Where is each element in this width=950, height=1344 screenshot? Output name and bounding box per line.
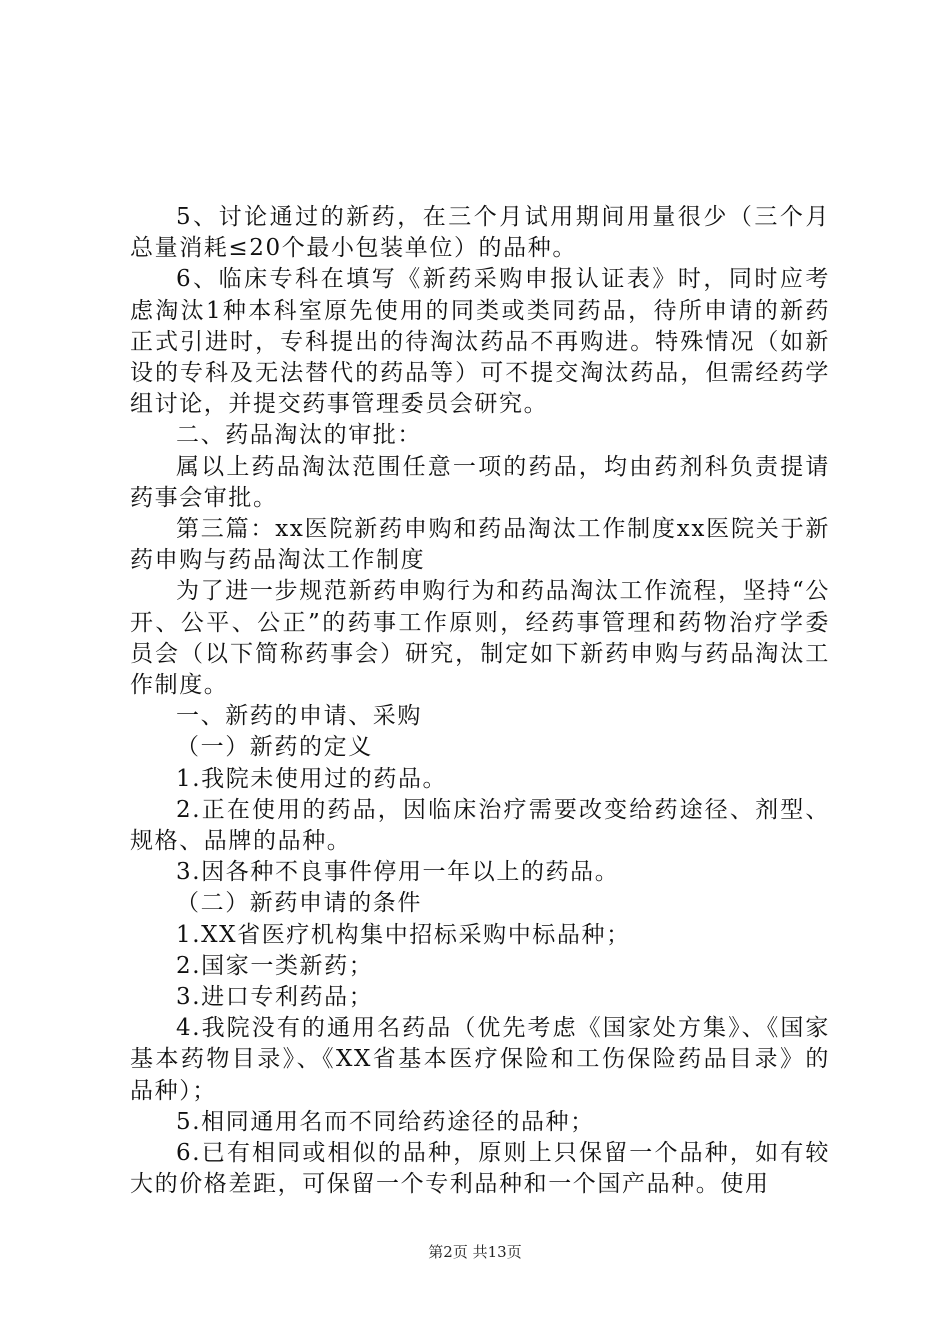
- paragraph-approval-body: 属以上药品淘汰范围任意一项的药品，均由药剂科负责提请药事会审批。: [130, 453, 830, 511]
- section-heading-approval: 二、药品淘汰的审批：: [176, 422, 422, 449]
- subheading-definition: （一）新药的定义: [176, 734, 373, 761]
- list-item-condition-2: 2.国家一类新药；: [176, 952, 374, 979]
- list-item-condition-1: 1.XX省医疗机构集中招标采购中标品种；: [176, 921, 631, 948]
- chapter-title-part3: 第三篇：xx医院新药申购和药品淘汰工作制度xx医院关于新药申购与药品淘汰工作制度: [130, 516, 830, 574]
- section-heading-application: 一、新药的申请、采购: [176, 703, 422, 730]
- list-item-definition-3: 3.因各种不良事件停用一年以上的药品。: [176, 859, 620, 886]
- list-item-condition-6: 6.已有相同或相似的品种，原则上只保留一个品种，如有较大的价格差距，可保留一个专利品种和一个国产品种。使用: [130, 1140, 830, 1198]
- list-item-condition-4: 4.我院没有的通用名药品（优先考虑《国家处方集》、《国家基本药物目录》、《XX省基本医疗保险和工伤保险药品目录》的品种）；: [130, 1015, 830, 1104]
- paragraph-item5: 5、讨论通过的新药，在三个月试用期间用量很少（三个月总量消耗≤20个最小包装单位）的品种。: [130, 204, 830, 262]
- list-item-definition-2: 2.正在使用的药品，因临床治疗需要改变给药途径、剂型、规格、品牌的品种。: [130, 796, 830, 855]
- list-item-condition-3: 3.进口专利药品；: [176, 984, 374, 1011]
- list-item-condition-5: 5.相同通用名而不同给药途径的品种；: [176, 1108, 595, 1135]
- paragraph-item6: 6、临床专科在填写《新药采购申报认证表》时，同时应考虑淘汰1种本科室原先使用的同类或类同药品，待所申请的新药正式引进时，专科提出的待淘汰药品不再购进。特殊情况（如新设的专科及无法替代的药品等）可不提交淘汰药品，但需经药学组讨论，并提交药事管理委员会研究。: [130, 266, 830, 418]
- paragraph-intro: 为了进一步规范新药申购行为和药品淘汰工作流程，坚持“公开、公平、公正”的药事工作原则，经药事管理和药物治疗学委员会（以下简称药事会）研究，制定如下新药申购与药品淘汰工作制度。: [130, 578, 830, 699]
- subheading-conditions: （二）新药申请的条件: [176, 890, 422, 917]
- list-item-definition-1: 1.我院未使用过的药品。: [176, 765, 448, 792]
- page-number-footer: 第2页 共13页: [428, 1243, 522, 1261]
- document-body: [130, 202, 830, 1201]
